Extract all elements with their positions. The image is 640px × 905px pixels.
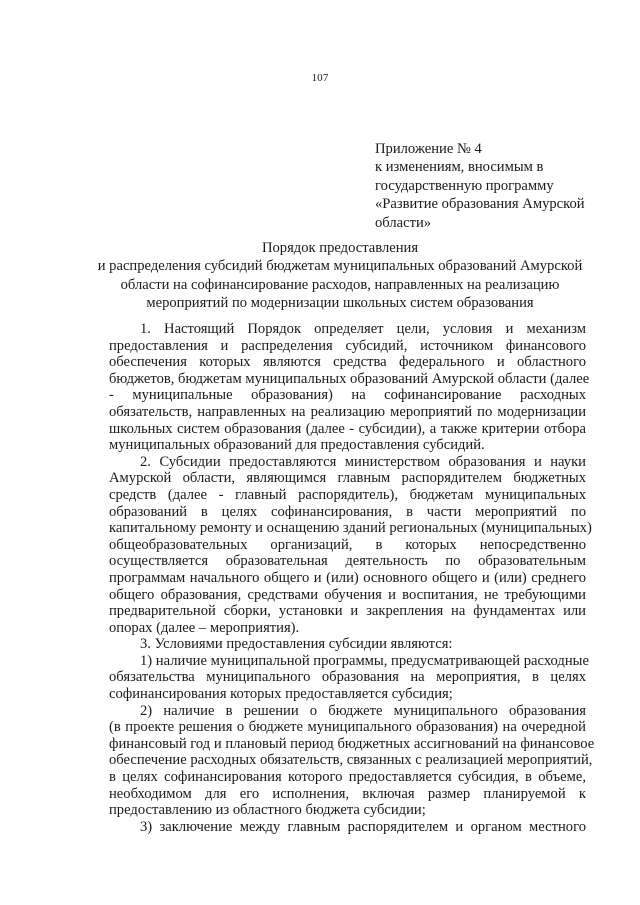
appendix-line: к изменениям, вносимым в [375, 159, 544, 176]
title-line: Порядок предоставления [261, 240, 419, 256]
paragraph-line: общего образования, средствами обучения и воспитания, не требующими [109, 586, 586, 603]
title-line: и распределения субсидий бюджетам муниципальных образований Амурской [97, 258, 583, 275]
paragraph-line: (в проекте решения о бюджете муниципального образования) на очередной [109, 719, 586, 736]
paragraph-line: программам начального общего и (или) основного общего и (или) среднего [109, 569, 586, 586]
paragraph-line: софинансирования которых предоставляется субсидия; [109, 686, 453, 703]
paragraph-line: образований в целях софинансирования, в части мероприятий по [109, 503, 586, 520]
appendix-line: «Развитие образования Амурской [375, 196, 585, 213]
paragraph-line: 1. Настоящий Порядок определяет цели, условия и механизм [140, 321, 586, 337]
paragraph-line: обязательств, направленных на реализацию мероприятий по модернизации [109, 403, 586, 420]
paragraph-line: необходимом для его исполнения, включая размер планируемой к [109, 785, 586, 802]
paragraph-line: обязательства муниципального образования на мероприятия, в целях [109, 669, 586, 686]
paragraph-line: предоставлению из областного бюджета субсидии; [109, 802, 426, 819]
paragraph [109, 636, 586, 653]
document-title [90, 239, 590, 313]
paragraph-line: обеспечение расходных обязательств, связанных с реализацией мероприятий, [109, 752, 593, 769]
paragraph-line: обеспечения которых являются средства федерального и областного [109, 354, 586, 371]
paragraph-line: капитальному ремонту и оснащению зданий региональных (муниципальных) [109, 520, 592, 537]
appendix-note [375, 140, 590, 232]
paragraph [109, 702, 595, 819]
paragraph-line: 2. Субсидии предоставляются министерством образования и науки [140, 453, 586, 470]
paragraph [109, 652, 589, 703]
appendix-line: области» [375, 214, 432, 231]
appendix-line: Приложение № 4 [375, 141, 482, 157]
paragraph-line: 3. Условиями предоставления субсидии являются: [140, 636, 453, 653]
paragraph-line: опорах (далее – мероприятия). [109, 619, 300, 636]
paragraph-line: школьных систем образования (далее - субсидии), а также критерии отбора [109, 420, 586, 437]
paragraph-line: бюджетов, бюджетам муниципальных образований Амурской области (далее [109, 370, 590, 387]
page-number: 107 [311, 72, 329, 84]
paragraph-line: Амурской области, являющимся главным распорядителем бюджетных [109, 470, 586, 487]
title-line: мероприятий по модернизации школьных систем образования [146, 295, 534, 312]
title-line: области на софинансирование расходов, направленных на реализацию [120, 276, 560, 293]
paragraph-line: предоставления и распределения субсидий, источником финансового [109, 337, 586, 354]
document-body [109, 321, 595, 835]
paragraph-line: 3) заключение между главным распорядителем и органом местного [140, 818, 586, 835]
paragraph-line: предварительной сборки, установки и закрепления на фундаментах или [109, 603, 586, 620]
paragraph-line: 2) наличие в решении о бюджете муниципального образования [140, 702, 586, 719]
paragraph [109, 321, 590, 454]
paragraph-line: финансовый год и плановый период бюджетных ассигнований на финансовое [109, 735, 595, 752]
paragraph-line: 1) наличие муниципальной программы, предусматривающей расходные [140, 652, 589, 669]
paragraph-line: муниципальных образований для предоставления субсидий. [109, 437, 485, 454]
paragraph-line: в целях софинансирования которого предоставляется субсидия, в объеме, [109, 769, 586, 786]
paragraph [109, 819, 586, 836]
paragraph-line: осуществляется образовательная деятельность по образовательным [109, 553, 586, 570]
paragraph [109, 453, 592, 637]
appendix-line: государственную программу [375, 177, 554, 194]
paragraph-line: общеобразовательных организаций, в которых непосредственно [109, 536, 586, 553]
paragraph-line: - муниципальные образования) на софинансирование расходных [109, 387, 586, 404]
paragraph-line: средств (далее - главный распорядитель), бюджетам муниципальных [109, 486, 586, 503]
